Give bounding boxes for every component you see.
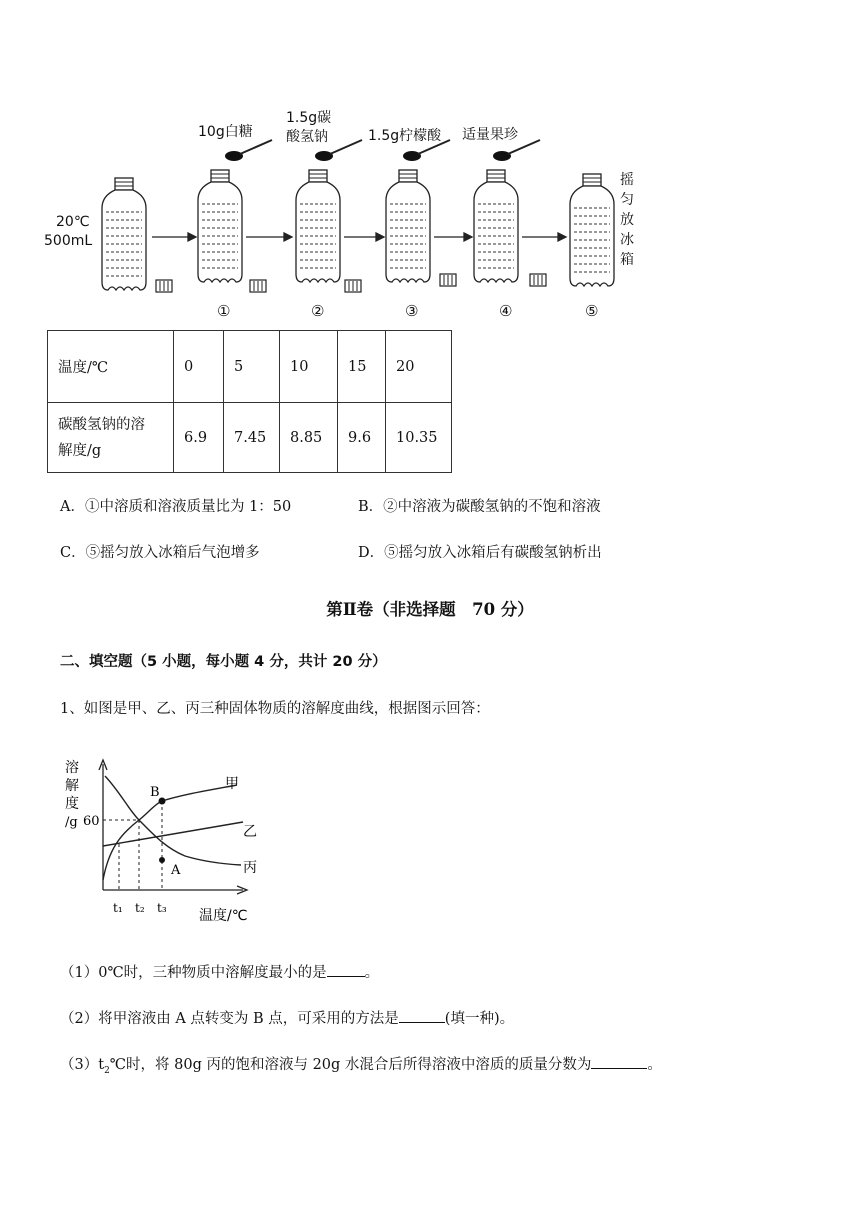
table-row	[48, 331, 452, 403]
question-1: 1、如图是甲、乙、丙三种固体物质的溶解度曲线，根据图示回答：	[60, 701, 490, 717]
x-tick-label: t₃	[157, 901, 167, 915]
bottle-icon	[474, 170, 518, 282]
bottle-icon	[570, 174, 614, 286]
sub-question-1: （1）0℃时，三种物质中溶解度最小的是 。	[60, 965, 380, 981]
addition-label: 10g白糖	[198, 124, 253, 140]
bottle-cap-icon	[156, 280, 172, 292]
curve-label-bing: 丙	[243, 860, 257, 876]
step-marker: ①	[217, 302, 231, 320]
table-row	[48, 403, 452, 473]
volume-title: 第Ⅱ卷（非选择题 70 分）	[326, 600, 534, 619]
table-header-cell: 温度/℃	[48, 331, 174, 403]
option-b[interactable]: B．②中溶液为碳酸氢钠的不饱和溶液	[358, 499, 601, 515]
table-cell: 20	[386, 331, 452, 403]
bottle-icon	[198, 170, 242, 282]
spoon-icon	[225, 140, 272, 161]
bottle-icon	[102, 178, 146, 290]
x-axis-label: 温度/℃	[199, 908, 248, 924]
initial-temperature: 20℃	[56, 214, 90, 230]
y-axis-label: /g	[65, 815, 78, 830]
solubility-curve-chart	[55, 752, 285, 932]
answer-blank-1[interactable]	[327, 963, 365, 977]
table-header-cell: 碳酸氢钠的溶 解度/g	[48, 403, 174, 473]
option-a[interactable]: A．①中溶质和溶液质量比为 1：50	[60, 499, 292, 515]
bottle-icon	[386, 170, 430, 282]
x-tick-label: t₂	[135, 901, 145, 915]
curve-label-jia: 甲	[225, 776, 239, 792]
table-cell: 5	[224, 331, 280, 403]
table-cell: 15	[338, 331, 386, 403]
point-a	[159, 857, 165, 863]
table-cell: 8.85	[280, 403, 338, 473]
table-cell: 7.45	[224, 403, 280, 473]
addition-label: 1.5g柠檬酸	[368, 128, 442, 144]
answer-blank-2[interactable]	[399, 1009, 445, 1023]
point-a-label: A	[171, 863, 181, 878]
bottle-icon	[296, 170, 340, 282]
curve-label-yi: 乙	[243, 824, 257, 840]
y-axis-label: 解	[65, 778, 79, 794]
option-d[interactable]: D．⑤摇匀放入冰箱后有碳酸氢钠析出	[358, 545, 602, 561]
answer-blank-3[interactable]	[591, 1055, 647, 1069]
experiment-diagram	[40, 110, 660, 325]
sub-question-3: $(3)t_2℃$时，将 80g 丙的饱和溶液与 20g 水混合后所得溶液中溶质的质量分数为 。	[60, 1057, 662, 1076]
table-cell: 6.9	[174, 403, 224, 473]
table-cell: 10.35	[386, 403, 452, 473]
addition-label: 酸氢钠	[286, 129, 328, 145]
option-c[interactable]: C．⑤摇匀放入冰箱后气泡增多	[60, 545, 260, 561]
bottle-cap-icon	[345, 280, 361, 292]
initial-volume: 500mL	[44, 233, 93, 249]
sub-question-2: （2）将甲溶液由 A 点转变为 B 点，可采用的方法是 (填一种)。	[60, 1011, 515, 1027]
step-marker: ②	[311, 302, 325, 320]
y-axis-label: 溶	[65, 760, 79, 776]
solubility-table	[47, 330, 452, 473]
table-cell: 0	[174, 331, 224, 403]
table-cell: 9.6	[338, 403, 386, 473]
bottle-cap-icon	[440, 274, 456, 286]
point-b-label: B	[150, 785, 160, 800]
step-marker: ⑤	[585, 302, 599, 320]
x-tick-label: t₁	[113, 901, 123, 915]
y-axis-label: 度	[65, 796, 79, 812]
addition-label: 适量果珍	[462, 127, 518, 143]
side-instruction: 摇 匀 放 冰 箱	[620, 172, 634, 268]
section-title: 二、填空题（5 小题，每小题 4 分，共计 20 分）	[60, 654, 387, 670]
y-tick-label: 60	[83, 814, 100, 829]
bottle-cap-icon	[250, 280, 266, 292]
addition-label: 1.5g碳	[286, 110, 332, 126]
step-marker: ④	[499, 302, 513, 320]
curve-bing	[105, 776, 241, 865]
bottle-cap-icon	[530, 274, 546, 286]
table-cell: 10	[280, 331, 338, 403]
step-marker: ③	[405, 302, 419, 320]
